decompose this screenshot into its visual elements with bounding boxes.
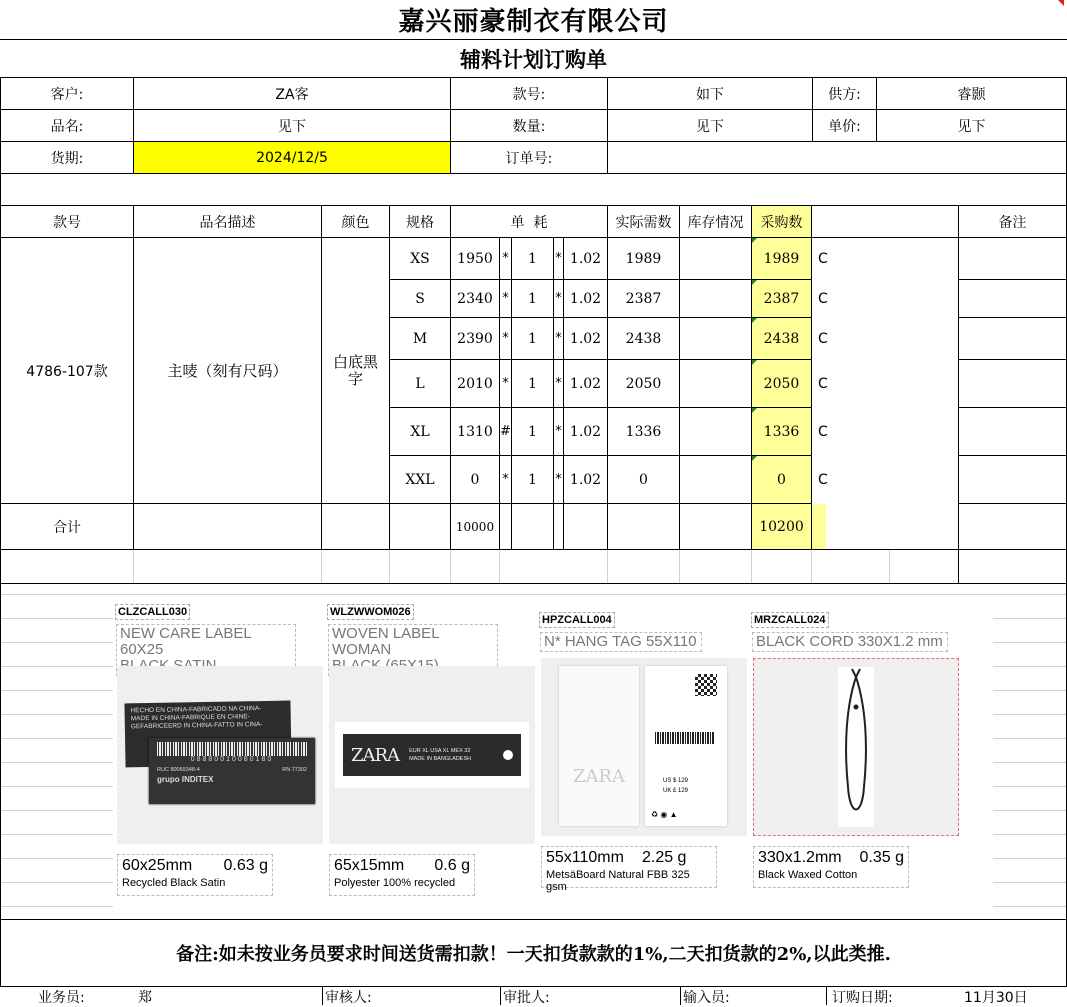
total-desc — [134, 504, 322, 550]
sales-value[interactable]: 郑 — [138, 990, 152, 1006]
customer-value[interactable]: ZA客 — [134, 78, 451, 110]
total-factor — [564, 504, 608, 550]
op2-cell[interactable]: * — [554, 318, 564, 360]
mult-cell[interactable]: 1 — [512, 360, 554, 408]
hang-tag-uk-price: UK £ 129 — [663, 788, 689, 794]
supplier-value[interactable]: 睿颢 — [877, 78, 1067, 110]
remark-cell[interactable] — [959, 280, 1067, 318]
label-spec-4 — [753, 846, 909, 888]
qty-cell[interactable]: 1310 — [451, 408, 500, 456]
label-material-4: Black Waxed Cotton — [758, 869, 858, 881]
size-cell[interactable]: L — [390, 360, 451, 408]
size-cell[interactable]: XXL — [390, 456, 451, 504]
total-color — [322, 504, 390, 550]
purchase-cell[interactable]: 1336 — [752, 408, 812, 456]
mult-cell[interactable]: 1 — [512, 280, 554, 318]
header-unit: 单 耗 — [451, 206, 608, 238]
total-mult — [512, 504, 554, 550]
input-label: 输入员: — [683, 990, 730, 1006]
header-purchase: 采购数 — [752, 206, 812, 238]
purchase-cell[interactable]: 2438 — [752, 318, 812, 360]
remark-cell[interactable] — [959, 408, 1067, 456]
woven-hole-icon — [503, 750, 513, 760]
care-label-image — [117, 666, 323, 844]
formula-marker-icon — [752, 238, 757, 243]
op1-cell[interactable]: * — [500, 360, 512, 408]
header-blank — [812, 206, 959, 238]
actual-cell[interactable]: 1989 — [608, 238, 680, 280]
hang-tag-image — [541, 658, 747, 836]
style-no-cell[interactable]: 4786-107款 — [0, 238, 134, 504]
total-stock — [680, 504, 752, 550]
factor-cell[interactable]: 1.02 — [564, 456, 608, 504]
header-remark: 备注 — [959, 206, 1067, 238]
label-desc-3 — [540, 632, 702, 652]
stock-cell[interactable] — [680, 318, 752, 360]
delivery-label: 货期: — [0, 142, 134, 174]
order-no-label: 订单号: — [451, 142, 608, 174]
label-material-3: MetsäBoard Natural FBB 325 gsm — [546, 869, 690, 893]
label-code-1: CLZCALL030 — [115, 604, 190, 620]
header-size: 规格 — [390, 206, 451, 238]
factor-cell[interactable]: 1.02 — [564, 318, 608, 360]
label-spec-3 — [541, 846, 717, 893]
hang-tag-front — [645, 666, 727, 826]
actual-cell[interactable]: 2050 — [608, 360, 680, 408]
style-label: 款号: — [451, 78, 608, 110]
size-cell[interactable]: XS — [390, 238, 451, 280]
total-label: 合计 — [0, 504, 134, 550]
qty-label: 数量: — [451, 110, 608, 142]
op1-cell[interactable]: * — [500, 456, 512, 504]
empty-row — [0, 550, 1067, 584]
sales-label: 业务员: — [38, 990, 85, 1006]
op2-cell[interactable]: * — [554, 280, 564, 318]
stock-cell[interactable] — [680, 456, 752, 504]
mult-cell[interactable]: 1 — [512, 408, 554, 456]
remark-cell[interactable] — [959, 318, 1067, 360]
label-size-1: 60x25mm — [122, 857, 193, 874]
total-purchase[interactable]: 10200 — [752, 504, 812, 550]
purchase-cell[interactable]: 1989 — [752, 238, 812, 280]
qty-cell[interactable]: 1950 — [451, 238, 500, 280]
note-text: 备注:如未按业务员要求时间送货需扣款！一天扣货款款的1%,二天扣货款的2%,以此类推. — [176, 944, 891, 965]
trail-cell: C — [818, 376, 828, 392]
total-trail — [812, 504, 826, 550]
op1-cell[interactable]: * — [500, 318, 512, 360]
footer — [0, 986, 1067, 1004]
total-op2 — [554, 504, 564, 550]
label-weight-3: 2.25 g — [641, 849, 687, 866]
formula-marker-icon — [752, 280, 757, 285]
care-label-rn: RN 77302 — [282, 767, 307, 773]
label-desc-3-line1: N* HANG TAG 55X110 — [544, 633, 697, 650]
label-desc-2-line1: WOVEN LABEL WOMAN — [332, 625, 439, 658]
size-cell[interactable]: XL — [390, 408, 451, 456]
woven-label-image — [329, 666, 535, 844]
blank-column — [812, 238, 959, 504]
label-spec-1 — [117, 854, 273, 896]
zara-logo: ZARA — [351, 744, 400, 766]
remark-cell[interactable] — [959, 360, 1067, 408]
red-corner-mark — [1058, 0, 1064, 6]
factor-cell[interactable]: 1.02 — [564, 280, 608, 318]
stock-cell[interactable] — [680, 360, 752, 408]
care-label-text-1: HECHO EN CHINA-FABRICADO NA CHINA- — [130, 705, 262, 715]
label-weight-2: 0.6 g — [434, 857, 470, 874]
header-style-no: 款号 — [0, 206, 134, 238]
hang-tag-barcode-icon — [655, 732, 715, 744]
qr-code-icon — [695, 674, 717, 696]
total-size — [390, 504, 451, 550]
label-size-3: 55x110mm — [546, 849, 624, 866]
price-label: 单价: — [813, 110, 877, 142]
total-op1 — [500, 504, 512, 550]
label-code-4: MRZCALL024 — [751, 612, 829, 628]
woven-label-made: MADE IN BANGLADESH — [409, 756, 472, 762]
barcode-icon — [157, 742, 307, 756]
recycle-icons: ♻ ◉ ▲ — [651, 810, 678, 819]
factor-cell[interactable]: 1.02 — [564, 238, 608, 280]
trail-cell: C — [818, 472, 828, 488]
mult-cell[interactable]: 1 — [512, 456, 554, 504]
op1-cell[interactable]: # — [500, 408, 512, 456]
label-images-section — [0, 584, 1067, 920]
remark-cell[interactable] — [959, 456, 1067, 504]
formula-marker-icon — [752, 360, 757, 365]
op2-cell[interactable]: * — [554, 360, 564, 408]
hang-tag-back-logo: ZARA — [572, 765, 626, 787]
reviewer-label: 审核人: — [325, 990, 372, 1006]
label-code-2: WLZWWOM026 — [327, 604, 414, 620]
price-value[interactable]: 见下 — [877, 110, 1067, 142]
order-date-value[interactable]: 11月30日 — [964, 990, 1028, 1006]
remark-cell[interactable] — [959, 238, 1067, 280]
actual-cell[interactable]: 0 — [608, 456, 680, 504]
trail-cell: C — [818, 331, 828, 347]
op2-cell[interactable]: * — [554, 456, 564, 504]
label-spec-2 — [329, 854, 475, 896]
cord-image — [753, 658, 959, 836]
factor-cell[interactable]: 1.02 — [564, 360, 608, 408]
name-value[interactable]: 见下 — [134, 110, 451, 142]
label-desc-1-line1: NEW CARE LABEL 60X25 — [120, 625, 252, 658]
name-label: 品名: — [0, 110, 134, 142]
total-blank — [826, 504, 959, 550]
actual-cell[interactable]: 1336 — [608, 408, 680, 456]
purchase-cell[interactable]: 0 — [752, 456, 812, 504]
form-title: 辅料计划订购单 — [460, 47, 607, 72]
label-code-3: HPZCALL004 — [539, 612, 615, 628]
size-cell[interactable]: M — [390, 318, 451, 360]
style-value[interactable]: 如下 — [608, 78, 813, 110]
customer-label: 客户: — [0, 78, 134, 110]
qty-cell[interactable]: 2010 — [451, 360, 500, 408]
care-label-front — [149, 738, 315, 804]
order-date-label: 订购日期: — [832, 990, 893, 1006]
label-size-4: 330x1.2mm — [758, 849, 842, 866]
label-weight-1: 0.63 g — [223, 857, 268, 874]
total-remark[interactable] — [959, 504, 1067, 550]
purchase-cell[interactable]: 2050 — [752, 360, 812, 408]
woven-label-body — [343, 734, 521, 776]
actual-cell[interactable]: 2438 — [608, 318, 680, 360]
label-desc-4 — [752, 632, 948, 652]
factor-cell[interactable]: 1.02 — [564, 408, 608, 456]
delivery-value[interactable]: 2024/12/5 — [134, 142, 451, 174]
formula-marker-icon — [752, 456, 757, 461]
header-color: 颜色 — [322, 206, 390, 238]
purchase-cell[interactable]: 2387 — [752, 280, 812, 318]
qty-cell[interactable]: 0 — [451, 456, 500, 504]
label-desc-4-line1: BLACK CORD 330X1.2 mm — [756, 633, 943, 650]
black-cord-icon — [838, 667, 874, 827]
color-cell[interactable]: 白底黑字 — [322, 238, 390, 504]
spacer-row — [0, 174, 1067, 206]
mult-cell[interactable]: 1 — [512, 318, 554, 360]
stock-cell[interactable] — [680, 280, 752, 318]
care-label-text-2: MADE IN CHINA-FABRIQUE EN CHINE- — [130, 713, 250, 723]
formula-marker-icon — [752, 318, 757, 323]
header-desc: 品名描述 — [134, 206, 322, 238]
op1-cell[interactable]: * — [500, 238, 512, 280]
trail-cell: C — [818, 291, 828, 307]
supplier-label: 供方: — [813, 78, 877, 110]
care-label-brand: grupo INDITEX — [157, 775, 214, 784]
trail-cell: C — [818, 251, 828, 267]
care-label-text-3: GEFABRICEERD IN CHINA-FATTO IN CINA- — [130, 721, 263, 731]
formula-marker-icon — [752, 408, 757, 413]
label-material-2: Polyester 100% recycled — [334, 877, 456, 889]
hang-tag-us-price: US $ 129 — [663, 778, 689, 784]
trail-cell: C — [818, 424, 828, 440]
qty-cell[interactable]: 2340 — [451, 280, 500, 318]
care-label-barcode-num: 08880010080180 — [190, 756, 274, 763]
woven-label-sizes: EUR XL USA XL MEX 32 — [409, 748, 471, 754]
label-size-2: 65x15mm — [334, 857, 405, 874]
label-material-1: Recycled Black Satin — [122, 877, 226, 889]
desc-cell[interactable]: 主唛（刻有尺码） — [134, 238, 322, 504]
qty-value[interactable]: 见下 — [608, 110, 813, 142]
care-label-ruc: RUC 80069348-4 — [157, 767, 200, 773]
qty-cell[interactable]: 2390 — [451, 318, 500, 360]
mult-cell[interactable]: 1 — [512, 238, 554, 280]
total-qty[interactable]: 10000 — [451, 504, 500, 550]
size-cell[interactable]: S — [390, 280, 451, 318]
total-actual — [608, 504, 680, 550]
actual-cell[interactable]: 2387 — [608, 280, 680, 318]
company-title: 嘉兴丽豪制衣有限公司 — [398, 7, 669, 37]
approver-label: 审批人: — [503, 990, 550, 1006]
header-stock: 库存情况 — [680, 206, 752, 238]
order-no-value[interactable] — [608, 142, 1067, 174]
op2-cell[interactable]: * — [554, 238, 564, 280]
stock-cell[interactable] — [680, 238, 752, 280]
stock-cell[interactable] — [680, 408, 752, 456]
note-row — [0, 920, 1067, 986]
label-weight-4: 0.35 g — [859, 849, 904, 866]
op1-cell[interactable]: * — [500, 280, 512, 318]
op2-cell[interactable]: * — [554, 408, 564, 456]
header-actual: 实际需数 — [608, 206, 680, 238]
